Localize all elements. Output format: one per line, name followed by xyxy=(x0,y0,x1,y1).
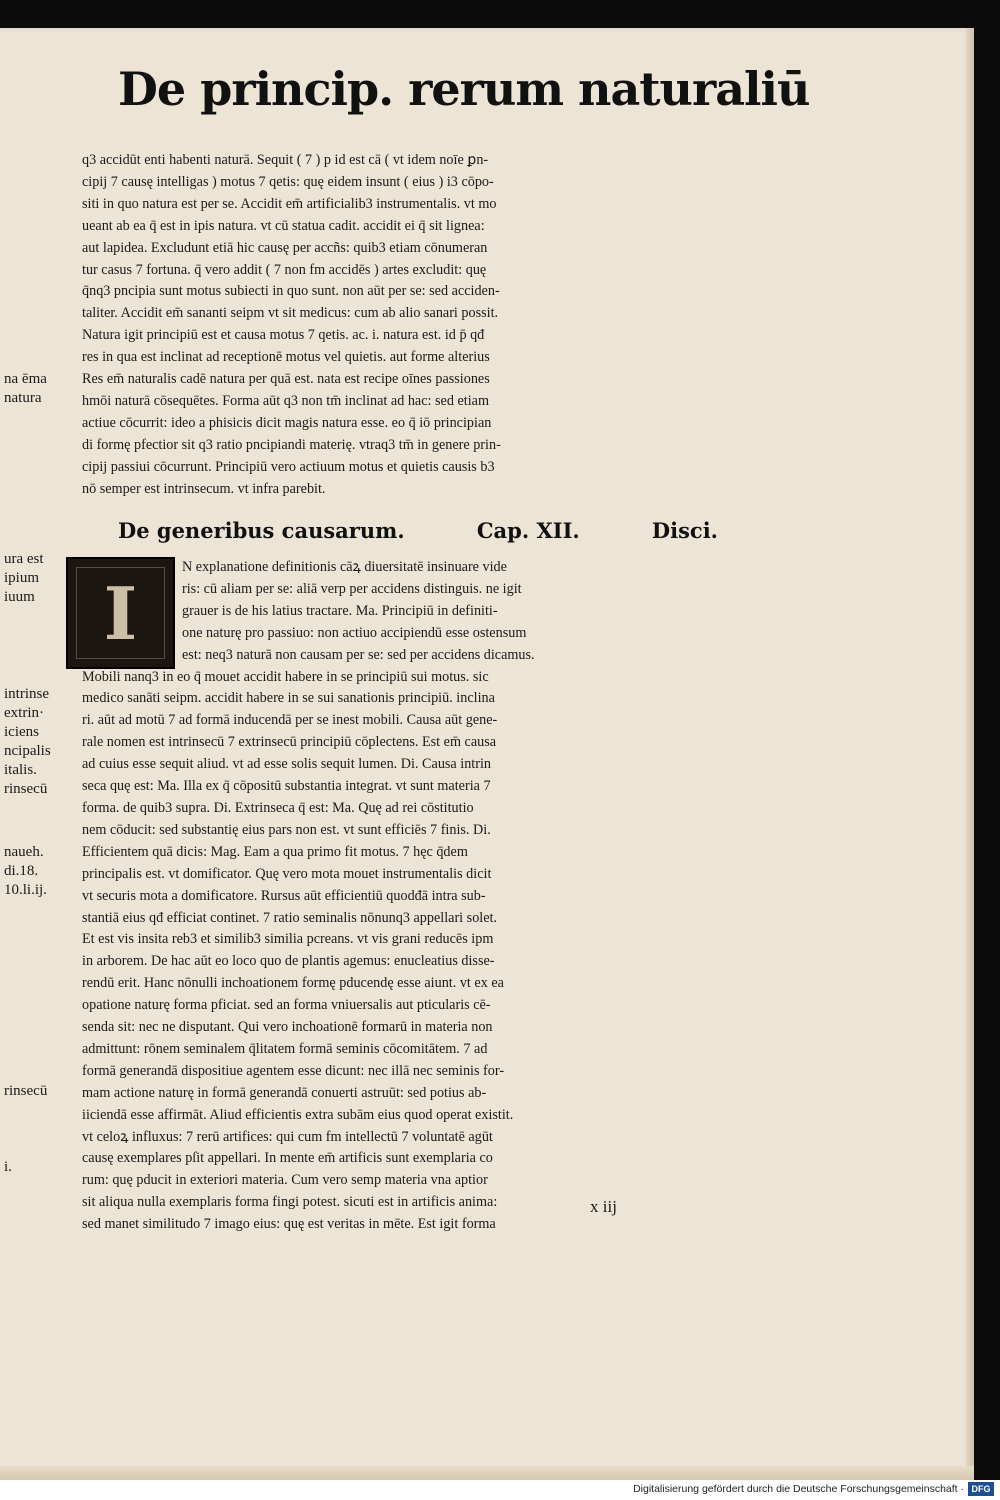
margin-note-line: 10.li.ij. xyxy=(4,882,47,898)
running-head: De princip. rerum naturaliū xyxy=(118,62,810,116)
paragraph-2 xyxy=(82,557,712,1236)
text-line: q3 accidūt enti habenti naturā. Sequit ( 7 ) p id est cā ( vt idem noīe ꝑn- xyxy=(82,152,489,168)
footer-credit: Digitalisierung gefördert durch die Deutsche Forschungsgemeinschaft · xyxy=(633,1483,964,1495)
text-line: Efficientem quā dicis: Mag. Eam a qua primo fit motus. 7 hęc q̄dem xyxy=(82,843,468,860)
text-line: tur casus 7 fortuna. q̄ vero addit ( 7 non fm accidēs ) artes excludit: quę xyxy=(82,261,487,278)
chapter-heading xyxy=(118,518,718,543)
text-line: rendū erit. Hanc nōnulli inchoationem formę pducendę esse aiunt. vt ex ea xyxy=(82,975,504,992)
text-line: ueant ab ea q̄ est in ipis natura. vt cū statua cadit. accidit ei q̄ sit lignea: xyxy=(82,217,485,234)
text-line: Natura igit principiū est et causa motus 7 qetis. ac. i. natura est. id p̄ qđ xyxy=(82,327,485,344)
margin-note-line: i. xyxy=(4,1159,12,1175)
text-line: cipij 7 causę intelligas ) motus 7 qetis: quę eidem insunt ( eius ) i3 cōpo- xyxy=(82,173,494,190)
margin-note-line: iciens xyxy=(4,724,39,740)
initial-letter: I xyxy=(76,567,165,659)
text-line: ris: cū aliam per se: aliā verp per accidens distinguis. ne igit xyxy=(182,580,522,597)
page-edge xyxy=(966,28,974,1480)
text-line: cipij passiui cōcurrunt. Principiū vero actiuum motus et quietis causis b3 xyxy=(82,458,495,475)
text-line: mam actione naturę in formā generandā conuerti astruūt: sed potius ab- xyxy=(82,1084,487,1101)
text-line: medico sanāti seipm. accidit habere in se sui sanationis principiū. inclina xyxy=(82,690,495,707)
margin-note-5 xyxy=(4,1082,70,1101)
margin-note-line: na ēma xyxy=(4,371,47,387)
margin-note-line: italis. xyxy=(4,762,37,778)
text-line: actiue cōcurrit: ideo a phisicis dicit magis natura esse. eo q̄ iō principian xyxy=(82,414,492,431)
text-line: one naturę pro passiuo: non actiuo accipiendū esse ostensum xyxy=(182,624,527,641)
margin-note-line: rinsecū xyxy=(4,781,48,797)
text-line: senda sit: nec ne disputant. Qui vero inchoationē formarū in materia non xyxy=(82,1019,493,1036)
text-line: in arborem. De hac aūt eo loco quo de plantis agemus: enucleatius disse- xyxy=(82,953,495,970)
margin-note-line: rinsecū xyxy=(4,1083,48,1099)
text-line: rale nomen est intrinsecū 7 extrinsecū principiū cōplectens. Est em̄ causa xyxy=(82,734,497,751)
text-line: formā generandā dispositiue agentem esse dicunt: nec illā nec seminis for- xyxy=(82,1062,505,1079)
text-line: Et est vis insita reb3 et similib3 similia pcreans. vt vis grani reducēs ipm xyxy=(82,931,494,948)
paragraph-1 xyxy=(82,150,712,501)
text-line: res in qua est inclinat ad receptionē motus vel quietis. aut forme alterius xyxy=(82,349,490,366)
text-line: causę exemplares pſit appellari. In mente em̄ artificis sunt exemplaria co xyxy=(82,1150,493,1167)
text-line: taliter. Accidit em̄ sananti seipm vt sit medicus: cum ab alio sanari possit. xyxy=(82,305,499,322)
dfg-logo: DFG xyxy=(968,1482,994,1496)
chapter-number: Cap. XII. xyxy=(476,518,580,543)
text-line: Mobili nanq3 in eo q̄ mouet accidit habere in se principiū sui motus. sic xyxy=(82,668,489,685)
text-line: forma. de quib3 supra. Di. Extrinseca q̄ est: Ma. Quę ad rei cōstitutio xyxy=(82,799,474,816)
text-line: di formę pfectior sit q3 ratio pncipiandi materię. vtraq3 tm̄ in genere prin- xyxy=(82,436,501,453)
text-line: vt celoꝝ influxus: 7 rerū artifices: qui cum fm intellectū 7 voluntatē agūt xyxy=(82,1128,493,1145)
margin-note-line: ipium xyxy=(4,570,40,586)
text-line: q̄nq3 pncipia sunt motus subiecti in quo sunt. non aūt per se: sed acciden- xyxy=(82,283,500,300)
text-line: opatione naturę forma pficiat. sed an forma vniuersalis aut pticularis cē- xyxy=(82,997,491,1014)
margin-note-1 xyxy=(4,370,70,408)
text-line: grauer is de his latius tractare. Ma. Principiū in definiti- xyxy=(182,602,498,619)
text-line: sed manet similitudo 7 imago eius: quę est veritas in mēte. Est igit forma xyxy=(82,1216,496,1233)
text-line: N explanatione definitionis cāꝝ diuersitatē insinuare vide xyxy=(182,559,507,575)
margin-note-3 xyxy=(4,685,70,799)
page-bottom-edge xyxy=(0,1466,974,1480)
chapter-title: De generibus causarum. xyxy=(118,518,405,543)
text-line: Res em̄ naturalis cadē natura per quā est. nata est recipe oīnes passiones xyxy=(82,371,490,388)
text-line: seca quę est: Ma. Illa ex q̄ cōpositū substantia integrat. vt sunt materia 7 xyxy=(82,778,491,795)
text-line: sit aliqua nulla exemplaris forma fingi potest. sicuti est in artificis anima: xyxy=(82,1194,498,1211)
text-line: ri. aūt ad motū 7 ad formā inducendā per se inest mobili. Causa aūt gene- xyxy=(82,712,498,729)
margin-note-line: naueh. xyxy=(4,844,44,860)
text-line: hmōi naturā cōsequētes. Forma aūt q3 non tm̄ inclinat ad hac: sed etiam xyxy=(82,392,489,409)
text-line: rum: quę pducit in exteriori materia. Cum vero semp materia vna aptior xyxy=(82,1172,488,1189)
margin-note-2 xyxy=(4,550,70,607)
margin-note-line: ura est xyxy=(4,551,44,567)
speaker-label: Disci. xyxy=(651,518,718,543)
text-line: stantiā eius qđ efficiat continet. 7 ratio seminalis nōnunq3 appellari solet. xyxy=(82,909,498,926)
text-line: nō semper est intrinsecum. vt infra parebit. xyxy=(82,480,326,497)
signature-mark: x iij xyxy=(590,1197,617,1216)
margin-note-4 xyxy=(4,843,70,900)
margin-note-line: ncipalis xyxy=(4,743,51,759)
margin-note-line: intrinse xyxy=(4,686,49,702)
margin-note-line: natura xyxy=(4,390,42,406)
text-line: principalis est. vt domificator. Quę vero mota mouet instrumentalis dicit xyxy=(82,865,492,882)
text-line: est: neq3 naturā non causam per se: sed per accidens dicamus. xyxy=(182,646,535,663)
text-line: aut lapidea. Excludunt etiā hic causę per accñs: quib3 etiam cōnumeran xyxy=(82,239,488,256)
margin-note-line: iuum xyxy=(4,589,35,605)
text-line: iiciendā esse affirmāt. Aliud efficientis extra subām eius quod operat existit. xyxy=(82,1106,514,1123)
margin-note-6 xyxy=(4,1158,70,1177)
text-line: siti in quo natura est per se. Accidit em̄ artificialib3 instrumentalis. vt mo xyxy=(82,195,497,212)
text-line: vt securis mota a domificatore. Rursus aūt efficientiū quodđā intra sub- xyxy=(82,887,486,904)
margin-note-line: extrin· xyxy=(4,705,44,721)
text-line: nem cōducit: sed substantię eius pars non est. vt sunt efficiēs 7 finis. Di. xyxy=(82,821,491,838)
text-line: admittunt: rōnem seminalem q̄litatem formā seminis cōcomitātem. 7 ad xyxy=(82,1040,488,1057)
margin-note-line: di.18. xyxy=(4,863,39,879)
text-line: ad cuius esse sequit aliud. vt ad esse solis sequit lumen. Di. Causa intrin xyxy=(82,756,492,773)
